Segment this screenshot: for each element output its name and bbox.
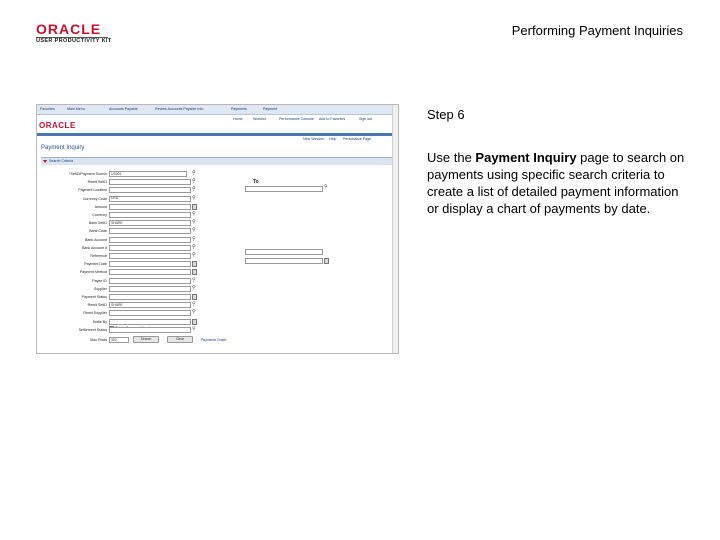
field-input[interactable] xyxy=(109,269,191,275)
vertical-scrollbar[interactable] xyxy=(392,105,398,353)
collapse-triangle-icon[interactable] xyxy=(43,160,47,163)
step-title: Step 6 xyxy=(427,107,465,122)
logo-divider xyxy=(36,37,108,38)
logo-subtitle-text: USER PRODUCTIVITY KIT xyxy=(36,38,112,44)
to-reference-input[interactable] xyxy=(245,249,323,255)
field-input[interactable] xyxy=(109,286,191,292)
lookup-icon[interactable]: ⚲ xyxy=(324,184,328,190)
field-input[interactable] xyxy=(109,253,191,259)
field-label: Bank SetID xyxy=(88,221,107,226)
step-desc-pre: Use the xyxy=(427,150,476,165)
field-label: Remit Supplier xyxy=(83,311,107,316)
field-label: Settlement Status xyxy=(78,327,107,332)
payments-graph-link[interactable]: Payments Graph xyxy=(201,338,227,342)
field-label: Payee ID xyxy=(92,278,107,283)
search-button-label: Search xyxy=(140,337,152,341)
field-input[interactable] xyxy=(109,228,191,234)
field-input[interactable] xyxy=(109,327,191,333)
lookup-icon[interactable]: ⚲ xyxy=(192,211,196,217)
to-header: To xyxy=(253,179,259,185)
top-nav-bar xyxy=(37,105,393,115)
nav-accounts-payable[interactable]: Accounts Payable xyxy=(109,107,138,111)
field-value: SHARE xyxy=(111,220,123,225)
max-rows-input[interactable] xyxy=(109,337,129,343)
to-date-input[interactable] xyxy=(245,258,323,264)
page-title: Payment Inquiry xyxy=(41,145,85,151)
header-link-favorites[interactable]: Add to Favorites xyxy=(319,117,346,121)
to-input-1[interactable] xyxy=(245,186,323,192)
field-input[interactable] xyxy=(109,245,191,251)
lookup-icon[interactable]: ⚲ xyxy=(192,325,196,332)
step-description xyxy=(427,149,689,217)
oracle-upk-logo xyxy=(36,22,126,44)
field-label: Payment Location xyxy=(78,188,107,193)
section-title: Search Criteria xyxy=(49,159,73,163)
nav-payments[interactable]: Payments xyxy=(231,107,247,111)
field-value: USD xyxy=(111,196,119,201)
help-link[interactable]: Help xyxy=(329,137,337,141)
field-value: US001 xyxy=(111,171,122,176)
slide-title: Performing Payment Inquiries xyxy=(511,23,683,38)
dropdown-arrow-icon[interactable] xyxy=(192,261,197,267)
header-link-home[interactable]: Home xyxy=(233,117,243,121)
lookup-icon[interactable]: ⚲ xyxy=(192,186,196,193)
field-label: Payment Date xyxy=(84,262,107,267)
clear-button-label: Clear xyxy=(175,337,185,341)
calendar-icon[interactable] xyxy=(324,258,329,264)
dropdown-arrow-icon[interactable] xyxy=(192,204,197,210)
dropdown-arrow-icon[interactable] xyxy=(192,269,197,275)
app-oracle-logo: ORACLE xyxy=(39,121,76,130)
step-desc-bold: Payment Inquiry xyxy=(475,150,577,165)
dropdown-arrow-icon[interactable] xyxy=(192,319,197,325)
lookup-icon[interactable]: ⚲ xyxy=(192,235,196,242)
field-label: Remit SetID xyxy=(87,180,107,185)
nav-review-ap-info[interactable]: Review Accounts Payable Info xyxy=(155,107,204,111)
field-label: Bank Account xyxy=(85,237,107,242)
lookup-icon[interactable]: ⚲ xyxy=(192,301,196,308)
field-input[interactable] xyxy=(109,196,191,202)
nav-favorites[interactable]: Favorites xyxy=(40,107,55,111)
field-label: Remit SetID xyxy=(87,303,107,308)
lookup-icon[interactable]: ⚲ xyxy=(192,252,196,258)
field-input[interactable] xyxy=(109,302,191,308)
field-label: Supplier xyxy=(93,286,107,291)
field-label: Reference xyxy=(90,254,107,258)
logo-oracle-text: ORACLE xyxy=(36,21,102,37)
clear-button[interactable] xyxy=(167,336,193,343)
field-label: *SetID/Payment Source xyxy=(69,172,107,176)
max-rows-value: 300 xyxy=(111,337,117,342)
field-label: Payment Status xyxy=(81,295,107,299)
field-label: Amount xyxy=(94,204,107,209)
nav-main-menu[interactable]: Main Menu xyxy=(67,107,85,111)
field-input[interactable] xyxy=(109,179,191,185)
field-input[interactable] xyxy=(109,278,191,284)
field-input[interactable] xyxy=(109,212,191,218)
field-input[interactable] xyxy=(109,261,191,267)
field-input[interactable] xyxy=(109,310,191,316)
lookup-icon[interactable]: ⚲ xyxy=(192,194,196,201)
field-label: Bank Account # xyxy=(82,245,107,250)
field-input[interactable] xyxy=(109,204,191,210)
field-label: Settle By xyxy=(92,319,107,324)
lookup-icon[interactable]: ⚲ xyxy=(192,243,196,250)
lookup-icon[interactable]: ⚲ xyxy=(192,170,196,176)
field-input[interactable] xyxy=(109,171,187,177)
dropdown-arrow-icon[interactable] xyxy=(192,294,197,300)
search-button[interactable] xyxy=(133,336,159,343)
lookup-icon[interactable]: ⚲ xyxy=(192,309,196,316)
header-link-signout[interactable]: Sign out xyxy=(359,117,373,121)
personalize-link[interactable]: Personalize Page xyxy=(343,137,372,141)
nav-payment[interactable]: Payment xyxy=(263,107,278,111)
header-link-performance[interactable]: Performance Console xyxy=(279,117,314,121)
field-label: Currency Code xyxy=(82,196,107,201)
lookup-icon[interactable]: ⚲ xyxy=(192,227,196,234)
field-input[interactable] xyxy=(109,220,191,226)
header-accent-bar xyxy=(37,133,393,136)
embedded-screenshot xyxy=(36,104,399,354)
new-window-link[interactable]: New Window xyxy=(303,137,324,141)
lookup-icon[interactable]: ⚲ xyxy=(192,178,196,185)
field-input[interactable] xyxy=(109,294,191,300)
field-input[interactable] xyxy=(109,187,191,193)
field-value: SHARE xyxy=(111,302,123,307)
field-input[interactable] xyxy=(109,319,191,325)
header-link-worklist[interactable]: Worklist xyxy=(253,117,266,121)
app-header xyxy=(37,115,393,133)
field-label: Payment Method xyxy=(79,270,107,275)
search-criteria-section[interactable] xyxy=(41,157,393,165)
field-label: Bank Code xyxy=(89,229,107,234)
lookup-icon[interactable]: ⚲ xyxy=(192,284,196,291)
step-desc-post: page to search on payments using specific search criteria to create a list of detailed payment information or display a chart of payments by date. xyxy=(427,150,685,216)
max-rows-label: Max Rows xyxy=(90,338,107,342)
field-input[interactable] xyxy=(109,237,191,243)
lookup-icon[interactable]: ⚲ xyxy=(192,219,196,226)
lookup-icon[interactable]: ⚲ xyxy=(192,276,196,283)
field-label: Currency xyxy=(92,213,107,217)
